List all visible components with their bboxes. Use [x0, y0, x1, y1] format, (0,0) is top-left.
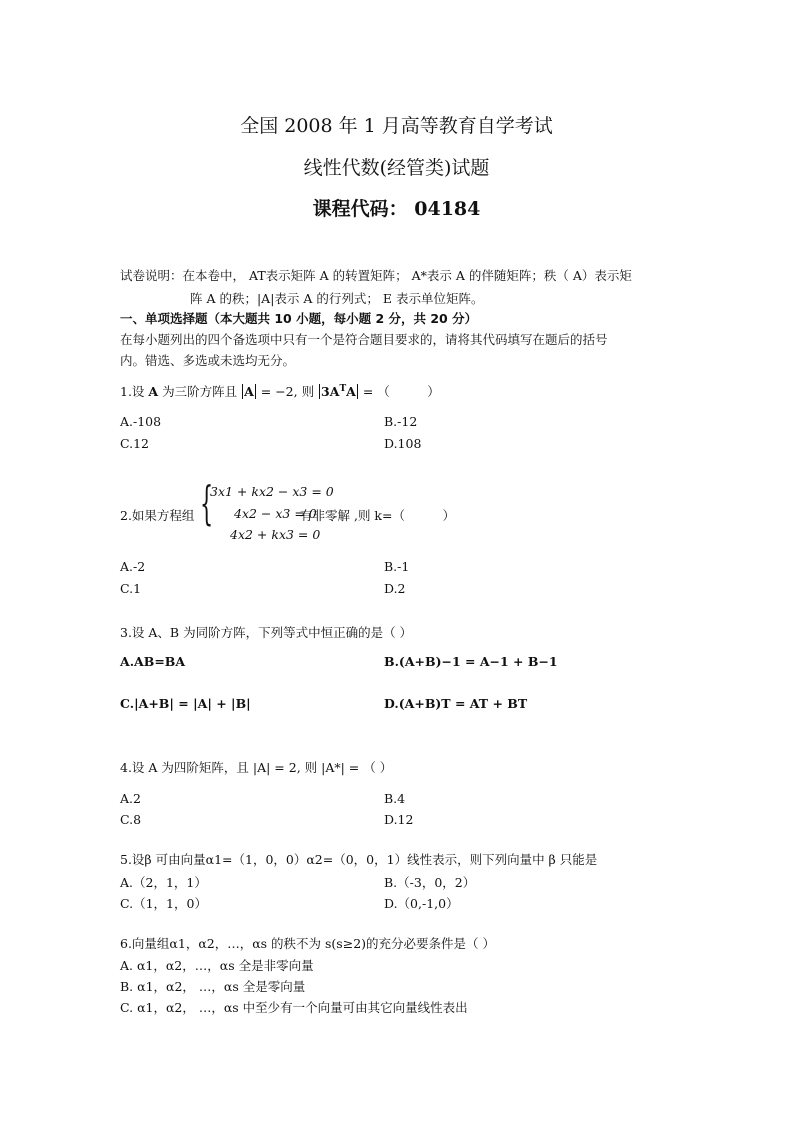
question-4-option-b: B.4: [384, 791, 406, 806]
question-3-option-d: D.(A+B)T = AT + BT: [384, 696, 528, 711]
question-5-option-d: D.（0,-1,0）: [384, 896, 459, 911]
equation-2: 4x2 − x3 = 0: [234, 506, 317, 521]
question-6-option-a: A. α1，α2，…，αs 全是非零向量: [120, 958, 314, 973]
question-6-option-c: C. α1，α2， …，αs 中至少有一个向量可由其它向量线性表出: [120, 1000, 468, 1015]
question-2-option-b: B.-1: [384, 559, 410, 574]
question-1-option-d: D.108: [384, 436, 422, 451]
question-4-option-d: D.12: [384, 812, 414, 827]
question-5-stem: 5.设β 可由向量α1=（1，0，0）α2=（0，0，1）线性表示，则下列向量中 β 只能是: [120, 852, 598, 867]
question-4-stem: 4.设 A 为四阶矩阵，且 |A| = 2, 则 |A*| = （ ）: [120, 760, 393, 775]
section-desc-line2: 内。错选、多选或未选均无分。: [120, 353, 296, 368]
question-4-option-c: C.8: [120, 812, 142, 827]
exam-note-line2: 阵 A 的秩；|A|表示 A 的行列式； E 表示单位矩阵。: [190, 291, 484, 306]
question-2-tail: 有非零解 ,则 k=（ ）: [300, 508, 455, 523]
question-3-option-b: B.(A+B)−1 = A−1 + B−1: [384, 654, 558, 669]
equation-3: 4x2 + kx3 = 0: [230, 527, 321, 542]
question-6-stem: 6.向量组α1，α2，…，αs 的秩不为 s(s≥2)的充分必要条件是（ ）: [120, 936, 496, 951]
question-2-prefix: 2.如果方程组: [120, 508, 195, 523]
exam-title: 全国 2008 年 1 月高等教育自学考试: [240, 115, 553, 137]
question-1-option-c: C.12: [120, 436, 149, 451]
left-brace: {: [200, 476, 214, 530]
question-2-option-d: D.2: [384, 581, 406, 596]
question-5-option-a: A.（2，1，1）: [120, 875, 207, 890]
question-2-option-c: C.1: [120, 581, 142, 596]
question-2-option-a: A.-2: [120, 559, 146, 574]
question-5-option-b: B.（-3，0，2）: [384, 875, 476, 890]
course-code: 课程代码： 04184: [312, 198, 481, 220]
question-6-option-b: B. α1，α2， …，αs 全是零向量: [120, 979, 306, 994]
question-5-option-c: C.（1，1，0）: [120, 896, 207, 911]
question-1-stem: 1.设 A 为三阶方阵且 A = −2, 则 $3A^TA$ = （ ）: [120, 383, 440, 399]
section-title: 一、单项选择题（本大题共 10 小题，每小题 2 分，共 20 分）: [120, 311, 478, 326]
question-1-option-b: B.-12: [384, 414, 418, 429]
question-3-stem: 3.设 A、B 为同阶方阵，下列等式中恒正确的是（ ）: [120, 625, 413, 640]
question-4-option-a: A.2: [120, 791, 141, 806]
subject-title: 线性代数(经管类)试题: [303, 157, 490, 179]
question-3-option-c: C.|A+B| = |A| + |B|: [120, 696, 251, 711]
question-3-option-a: A.AB=BA: [120, 654, 186, 669]
equation-1: 3x1 + kx2 − x3 = 0: [210, 484, 334, 499]
question-1-option-a: A.-108: [120, 414, 162, 429]
exam-note-line1: 试卷说明：在本卷中， AT表示矩阵 A 的转置矩阵； A*表示 A 的伴随矩阵；秩（ A）表示矩: [120, 268, 632, 283]
section-desc-line1: 在每小题列出的四个备选项中只有一个是符合题目要求的，请将其代码填写在题后的括号: [120, 332, 608, 347]
